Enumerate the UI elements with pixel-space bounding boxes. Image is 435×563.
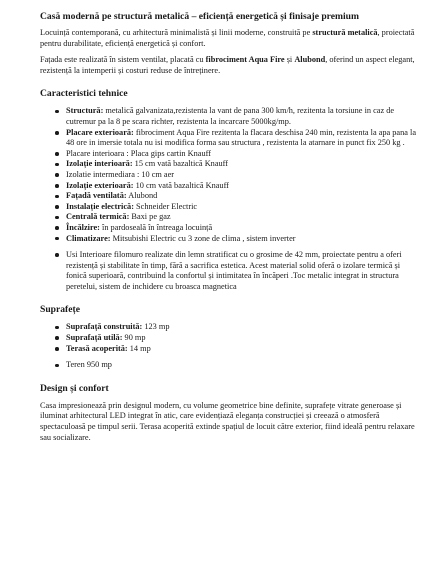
item-text: Mitsubishi Electric cu 3 zone de clima , sistem inverter	[110, 233, 296, 243]
item-text: 14 mp	[127, 343, 151, 353]
item-text: Teren 950 mp	[66, 360, 112, 370]
item-label: Terasă acoperită:	[66, 343, 128, 353]
intro-text: Locuință contemporană, cu arhitectură minimalistă și linii moderne, construită pe	[40, 28, 313, 37]
item-text: metalică galvanizata,rezistenta la vant de pana 300 km/h, rezitenta la torsiune in caz de cutremur pa la 8 pe scara richter, rezistenta la incarcare 5000kg/mp.	[66, 106, 395, 126]
list-item	[66, 234, 421, 245]
list-item	[66, 106, 421, 127]
item-text: fibrociment Aqua Fire rezitenta la flacara deschisa 240 min, rezistenta la apa pana la 48 ore in imersie totala nu isi modifica forma sau structura , rezistenta la atarnare in punct fix 250 kg .	[66, 127, 417, 148]
item-label: Izolație exterioară:	[66, 180, 134, 190]
section-heading-design: Design și confort	[40, 382, 109, 394]
item-text: 90 mp	[122, 333, 146, 343]
list-item	[66, 333, 421, 344]
item-text: Placare interioara : Placa gips cartin Knauff	[66, 148, 211, 158]
list-item	[66, 223, 421, 234]
item-text: în pardoseală în întreaga locuință	[99, 222, 213, 232]
item-label: Structură:	[66, 106, 104, 116]
intro-paragraph-2	[40, 55, 421, 76]
intro-text: Fațada este realizată în sistem ventilat, placată cu	[40, 55, 206, 65]
document-title: Casă modernă pe structură metalică – eficiență energetică și finisaje premium	[40, 11, 360, 22]
item-label: Izolație interioară:	[66, 159, 133, 169]
item-text: Alubond	[126, 191, 158, 201]
list-item	[66, 212, 421, 223]
item-text: Izolatie intermediara : 10 cm aer	[66, 169, 175, 179]
item-label: Placare exterioară:	[66, 127, 134, 137]
list-item	[66, 322, 421, 333]
list-item	[66, 149, 421, 160]
section-heading-surfaces: Suprafețe	[40, 304, 80, 316]
item-label: Fațadă ventilată:	[66, 191, 127, 201]
item-text: Schneider Electric	[133, 201, 198, 211]
list-item	[66, 170, 421, 181]
list-item	[66, 181, 421, 192]
intro-bold: fibrociment Aqua Fire	[205, 55, 285, 65]
item-text: Baxi pe gaz	[129, 212, 171, 222]
section-heading-tech: Caracteristici tehnice	[40, 88, 128, 100]
intro-paragraph-1	[40, 28, 421, 49]
tech-list	[40, 106, 421, 292]
list-item	[66, 202, 421, 213]
list-item	[66, 191, 421, 202]
surfaces-list	[40, 322, 421, 370]
intro-bold: structură metalică	[312, 28, 378, 37]
item-text: 10 cm vată bazaltică Knauff	[133, 180, 229, 190]
list-item	[66, 344, 421, 355]
list-item	[66, 159, 421, 170]
intro-text: , proiectată pentru durabilitate, eficiență energetică și confort.	[40, 28, 415, 48]
item-label: Suprafață construită:	[66, 322, 143, 332]
item-text: Usi Interioare filomuro realizate din lemn stratificat cu o grosime de 42 mm, proiectate pentru a oferi rezistență și stabilitate în timp, fără a sacrifica estetica. Acest material solid oferă o izolare termică și fonică superioară, contribuind la confortul și intimitatea în încăperi .Toc metalic integrat in structura peretelui, sistem de inchidere cu broasca magnetica	[66, 250, 402, 291]
item-text: 123 mp	[142, 322, 170, 332]
list-item	[66, 360, 421, 371]
item-label: Instalație electrică:	[66, 201, 134, 211]
intro-text: și	[284, 55, 295, 65]
intro-bold: Alubond	[294, 55, 326, 65]
intro-text: , oferind un aspect elegant, rezistență la intemperii și costuri reduse de întreținere.	[40, 55, 415, 75]
item-label: Încălzire:	[66, 222, 100, 232]
item-text: 15 cm vată bazaltică Knauff	[132, 159, 229, 169]
item-label: Centrală termică:	[66, 212, 130, 222]
list-item	[66, 128, 421, 149]
item-label: Suprafață utilă:	[66, 333, 123, 343]
design-paragraph: Casa impresionează prin designul modern, cu volume geometrice bine definite, suprafețe vitrate generoase și iluminat arhitectural LED integrat în atic, care evidențiază eleganța construcției și creează o atmosferă spectaculoasă pe timpul serii. Terasa acoperită extinde spațiul de locuit către exterior, fiind ideală pentru relaxare sau socializare.	[40, 400, 415, 442]
list-item	[66, 250, 421, 292]
item-label: Climatizare:	[66, 233, 111, 243]
